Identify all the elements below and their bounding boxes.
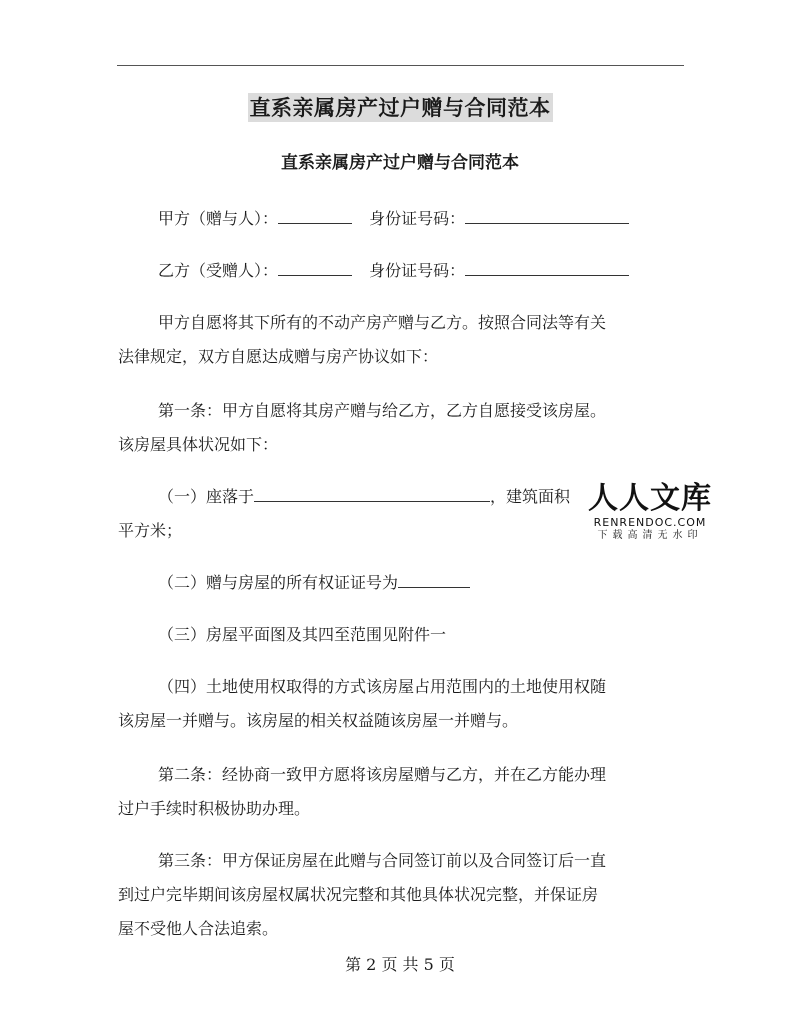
article1-line-1: 第一条：甲方自愿将其房产赠与给乙方，乙方自愿接受该房屋。	[158, 401, 607, 420]
article3-line-1: 第三条：甲方保证房屋在此赠与合同签订前以及合同签订后一直	[158, 851, 607, 870]
item1-line-2: 平方米；	[118, 521, 183, 540]
article2-line-2: 过户手续时积极协助办理。	[118, 799, 311, 818]
intro-line-1: 甲方自愿将其下所有的不动产房产赠与乙方。按照合同法等有关	[158, 313, 607, 332]
document-title	[0, 92, 800, 122]
article3-line-2: 到过户完毕期间该房屋权属状况完整和其他具体状况完整，并保证房	[118, 885, 599, 904]
party-b-id-label: 身份证号码：	[369, 261, 466, 280]
item2-text: （二）赠与房屋的所有权证证号为	[158, 573, 399, 592]
party-a-label: 甲方（赠与人）：	[158, 209, 279, 228]
item2-line	[158, 570, 470, 593]
party-b-name-blank	[278, 261, 352, 276]
item2-cert-blank	[398, 573, 470, 588]
item1-prefix: （一）座落于	[158, 487, 255, 506]
watermark-url: RENRENDOC.COM	[593, 516, 707, 529]
item1-suffix: ，建筑面积	[490, 487, 571, 506]
party-a-id-label: 身份证号码：	[369, 209, 466, 228]
party-b-line	[158, 258, 629, 281]
watermark	[585, 482, 715, 543]
page-number: 第 2 页 共 5 页	[345, 955, 455, 974]
watermark-tagline: 下载高清无水印	[597, 530, 703, 541]
party-a-id-blank	[465, 209, 629, 224]
article2-line-1: 第二条：经协商一致甲方愿将该房屋赠与乙方，并在乙方能办理	[158, 765, 607, 784]
item4-line-1: （四）土地使用权取得的方式该房屋占用范围内的土地使用权随	[158, 677, 607, 696]
item1-location-blank	[254, 487, 490, 502]
party-a-line	[158, 206, 629, 229]
item3-line: （三）房屋平面图及其四至范围见附件一	[158, 625, 447, 644]
party-b-label: 乙方（受赠人）：	[158, 261, 279, 280]
party-b-id-blank	[465, 261, 629, 276]
header-rule	[117, 65, 684, 66]
intro-line-2: 法律规定，双方自愿达成赠与房产协议如下：	[118, 347, 439, 366]
article3-line-3: 屋不受他人合法追索。	[118, 919, 279, 938]
item4-line-2: 该房屋一并赠与。该房屋的相关权益随该房屋一并赠与。	[118, 711, 519, 730]
watermark-name: 人人文库	[588, 481, 712, 516]
article1-line-2: 该房屋具体状况如下：	[118, 435, 279, 454]
contract-title: 直系亲属房产过户赠与合同范本	[281, 153, 519, 173]
party-a-name-blank	[278, 209, 352, 224]
item1-line-1	[158, 484, 570, 507]
document-title-text: 直系亲属房产过户赠与合同范本	[249, 95, 551, 120]
